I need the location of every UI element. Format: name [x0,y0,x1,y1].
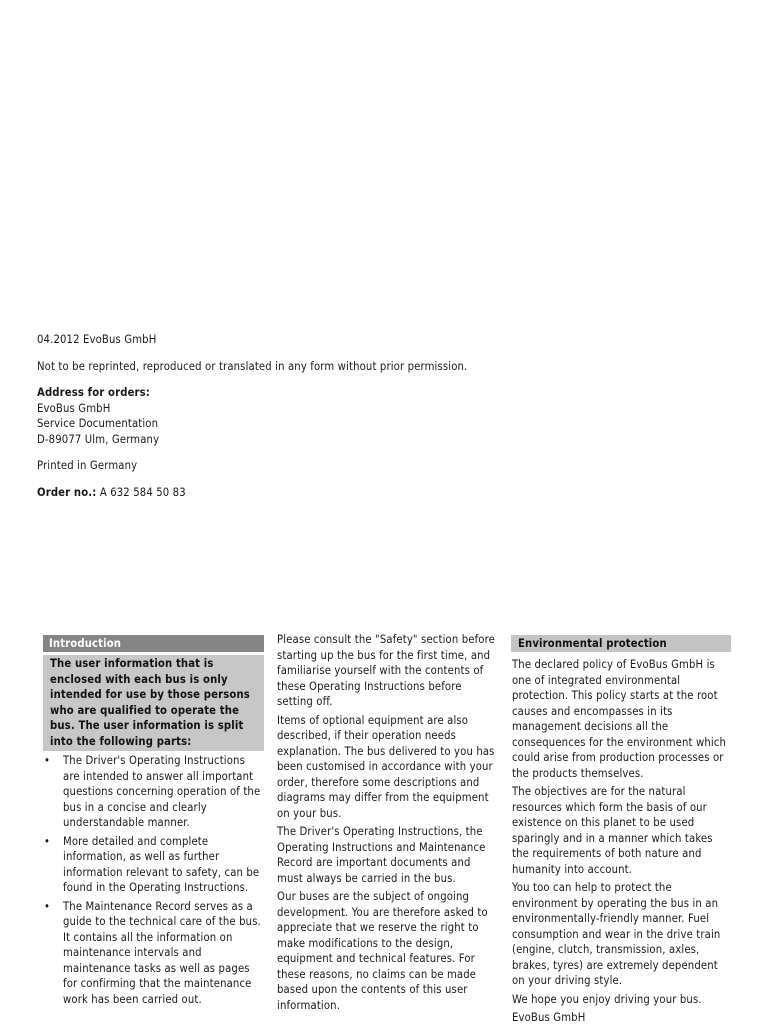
paragraph: You too can help to protect the environment by operating the bus in an environmentally-friendly manner. Fuel consumption and wear in the drive train (engine, clutch, transmission, axles, brakes, tyres) are extremely dependent on your driving style. [512,881,721,987]
environment-heading: Environmental protection [511,635,731,652]
imprint-block [37,332,597,500]
signature: EvoBus GmbH [512,1011,586,1024]
address-line: EvoBus GmbH [37,401,111,415]
paragraph: Our buses are the subject of ongoing development. You are therefore asked to appreciate that we reserve the right to make modifications to the design, equipment and technical features. For these reasons, no claims can be made based upon the contents of this user information. [277,890,488,1012]
introduction-lead: The user information that is enclosed with each bus is only intended for use by those persons who are qualified to operate the bus. The user information is split into the following parts: [43,655,264,751]
introduction-column [43,632,264,1010]
paragraph: We hope you enjoy driving your bus. [512,992,702,1006]
order-label: Order no.: [37,485,97,499]
middle-column [277,632,499,1016]
introduction-heading: Introduction [43,635,264,652]
order-number-line [37,485,597,501]
list-item: • The Driver's Operating Instructions are intended to answer all important questions concerning operation of the bus in a concise and clearly understandable manner. [43,753,264,831]
list-item: • The Maintenance Record serves as a guide to the technical care of the bus. It contains all the information on maintenance intervals and maintenance tasks as well as pages for confirming that the maintenance work has been carried out. [43,899,264,1008]
paragraph: Items of optional equipment are also described, if their operation needs explanation. The bus delivered to you has been customised in accordance with your order, therefore some descriptions and diagrams may differ from the equipment on your bus. [277,713,495,820]
paragraph: Please consult the "Safety" section before starting up the bus for the first time, and familiarise yourself with the contents of these Operating Instructions before setting off. [277,633,495,708]
paragraph: The objectives are for the natural resources which form the basis of our existence on this planet to be used sparingly and in a manner which takes the requirements of both nature and humanity into account. [512,785,713,876]
paragraph: The declared policy of EvoBus GmbH is one of integrated environmental protection. This policy starts at the root causes and encompasses in its management decisions all the consequences for the environment which could arise from production processes or the products themselves. [512,658,727,780]
order-number: A 632 584 50 83 [99,485,186,499]
printed-in: Printed in Germany [37,459,138,472]
environment-column [511,632,731,1029]
address-line: Service Documentation [37,417,159,430]
paragraph: The Driver's Operating Instructions, the Operating Instructions and Maintenance Record are important documents and must always be carried in the bus. [277,825,486,885]
edition-date: 04.2012 EvoBus GmbH [37,333,157,346]
address-line: D-89077 Ulm, Germany [37,432,160,446]
copyright-notice: Not to be reprinted, reproduced or translated in any form without prior permission. [37,359,468,373]
address-label: Address for orders: [37,386,150,399]
list-item: • More detailed and complete information, as well as further information relevant to safety, can be found in the Operating Instructions. [43,834,264,896]
user-information-list [43,753,264,1007]
